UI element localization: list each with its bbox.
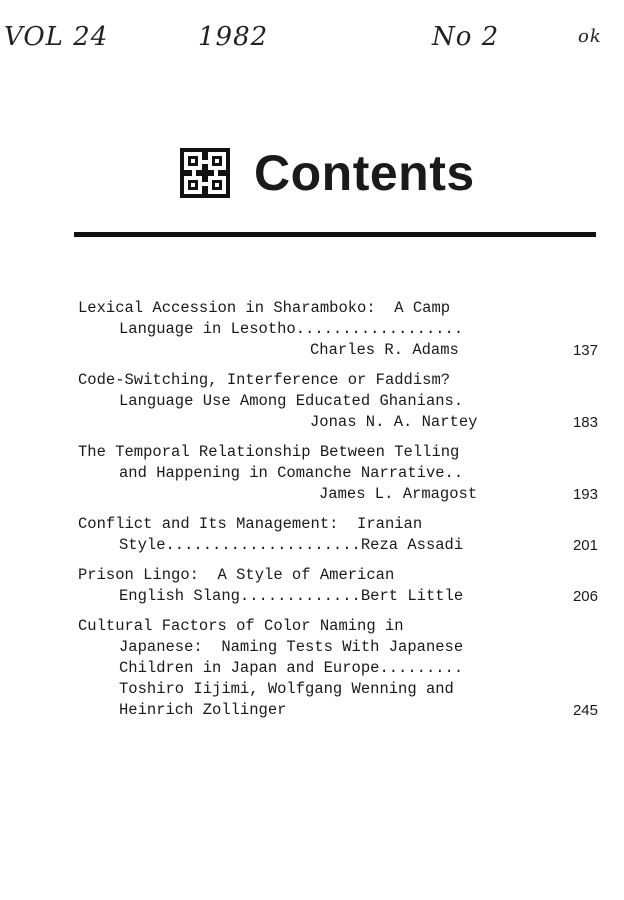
toc-page-number: 137 (572, 342, 598, 359)
page-title: Contents (254, 145, 475, 201)
toc-title-line: Heinrich Zollinger (119, 701, 287, 719)
header-divider (74, 232, 596, 237)
toc-entry (78, 370, 598, 433)
handwritten-ok: ok (578, 26, 602, 47)
toc-author: Jonas N. A. Nartey (310, 413, 478, 431)
toc-entry (78, 565, 598, 607)
toc-title-line: Language Use Among Educated Ghanians. (119, 392, 464, 410)
journal-logo-icon (180, 148, 230, 198)
toc-title-line: English Slang.............Bert Little (119, 587, 464, 605)
toc-title-line: Style.....................Reza Assadi (119, 536, 464, 554)
toc-title-line: Toshiro Iijimi, Wolfgang Wenning and (119, 680, 454, 698)
toc-page-number: 245 (572, 702, 598, 719)
toc-title-line (78, 298, 598, 319)
toc-page-number: 206 (572, 588, 598, 605)
contents-header (180, 145, 475, 201)
toc-page-number: 201 (572, 537, 598, 554)
handwritten-number: No 2 (432, 22, 500, 52)
toc-author: Charles R. Adams (310, 341, 459, 359)
handwritten-year: 1982 (198, 22, 269, 52)
toc-title-line: Prison Lingo: A Style of American (78, 566, 395, 584)
toc-title-line: and Happening in Comanche Narrative.. (119, 464, 464, 482)
toc-entry (78, 514, 598, 556)
table-of-contents (78, 298, 598, 730)
toc-entry (78, 616, 598, 721)
toc-title-line: Language in Lesotho.................. (119, 320, 464, 338)
toc-title-line: Children in Japan and Europe......... (119, 659, 464, 677)
toc-title-line: Code-Switching, Interference or Faddism? (78, 371, 451, 389)
toc-page-number: 183 (572, 414, 598, 431)
toc-entry (78, 442, 598, 505)
toc-page-number: 193 (572, 486, 598, 503)
toc-entry (78, 298, 598, 361)
toc-title-line-text: Lexical Accession in Sharamboko: A Camp (78, 299, 451, 317)
toc-title-line: Cultural Factors of Color Naming in (78, 617, 404, 635)
handwritten-volume: VOL 24 (4, 22, 109, 52)
toc-title-line: Conflict and Its Management: Iranian (78, 515, 423, 533)
toc-author: James L. Armagost (319, 485, 478, 503)
toc-title-line: Japanese: Naming Tests With Japanese (119, 638, 464, 656)
toc-title-line: The Temporal Relationship Between Telling (78, 443, 460, 461)
